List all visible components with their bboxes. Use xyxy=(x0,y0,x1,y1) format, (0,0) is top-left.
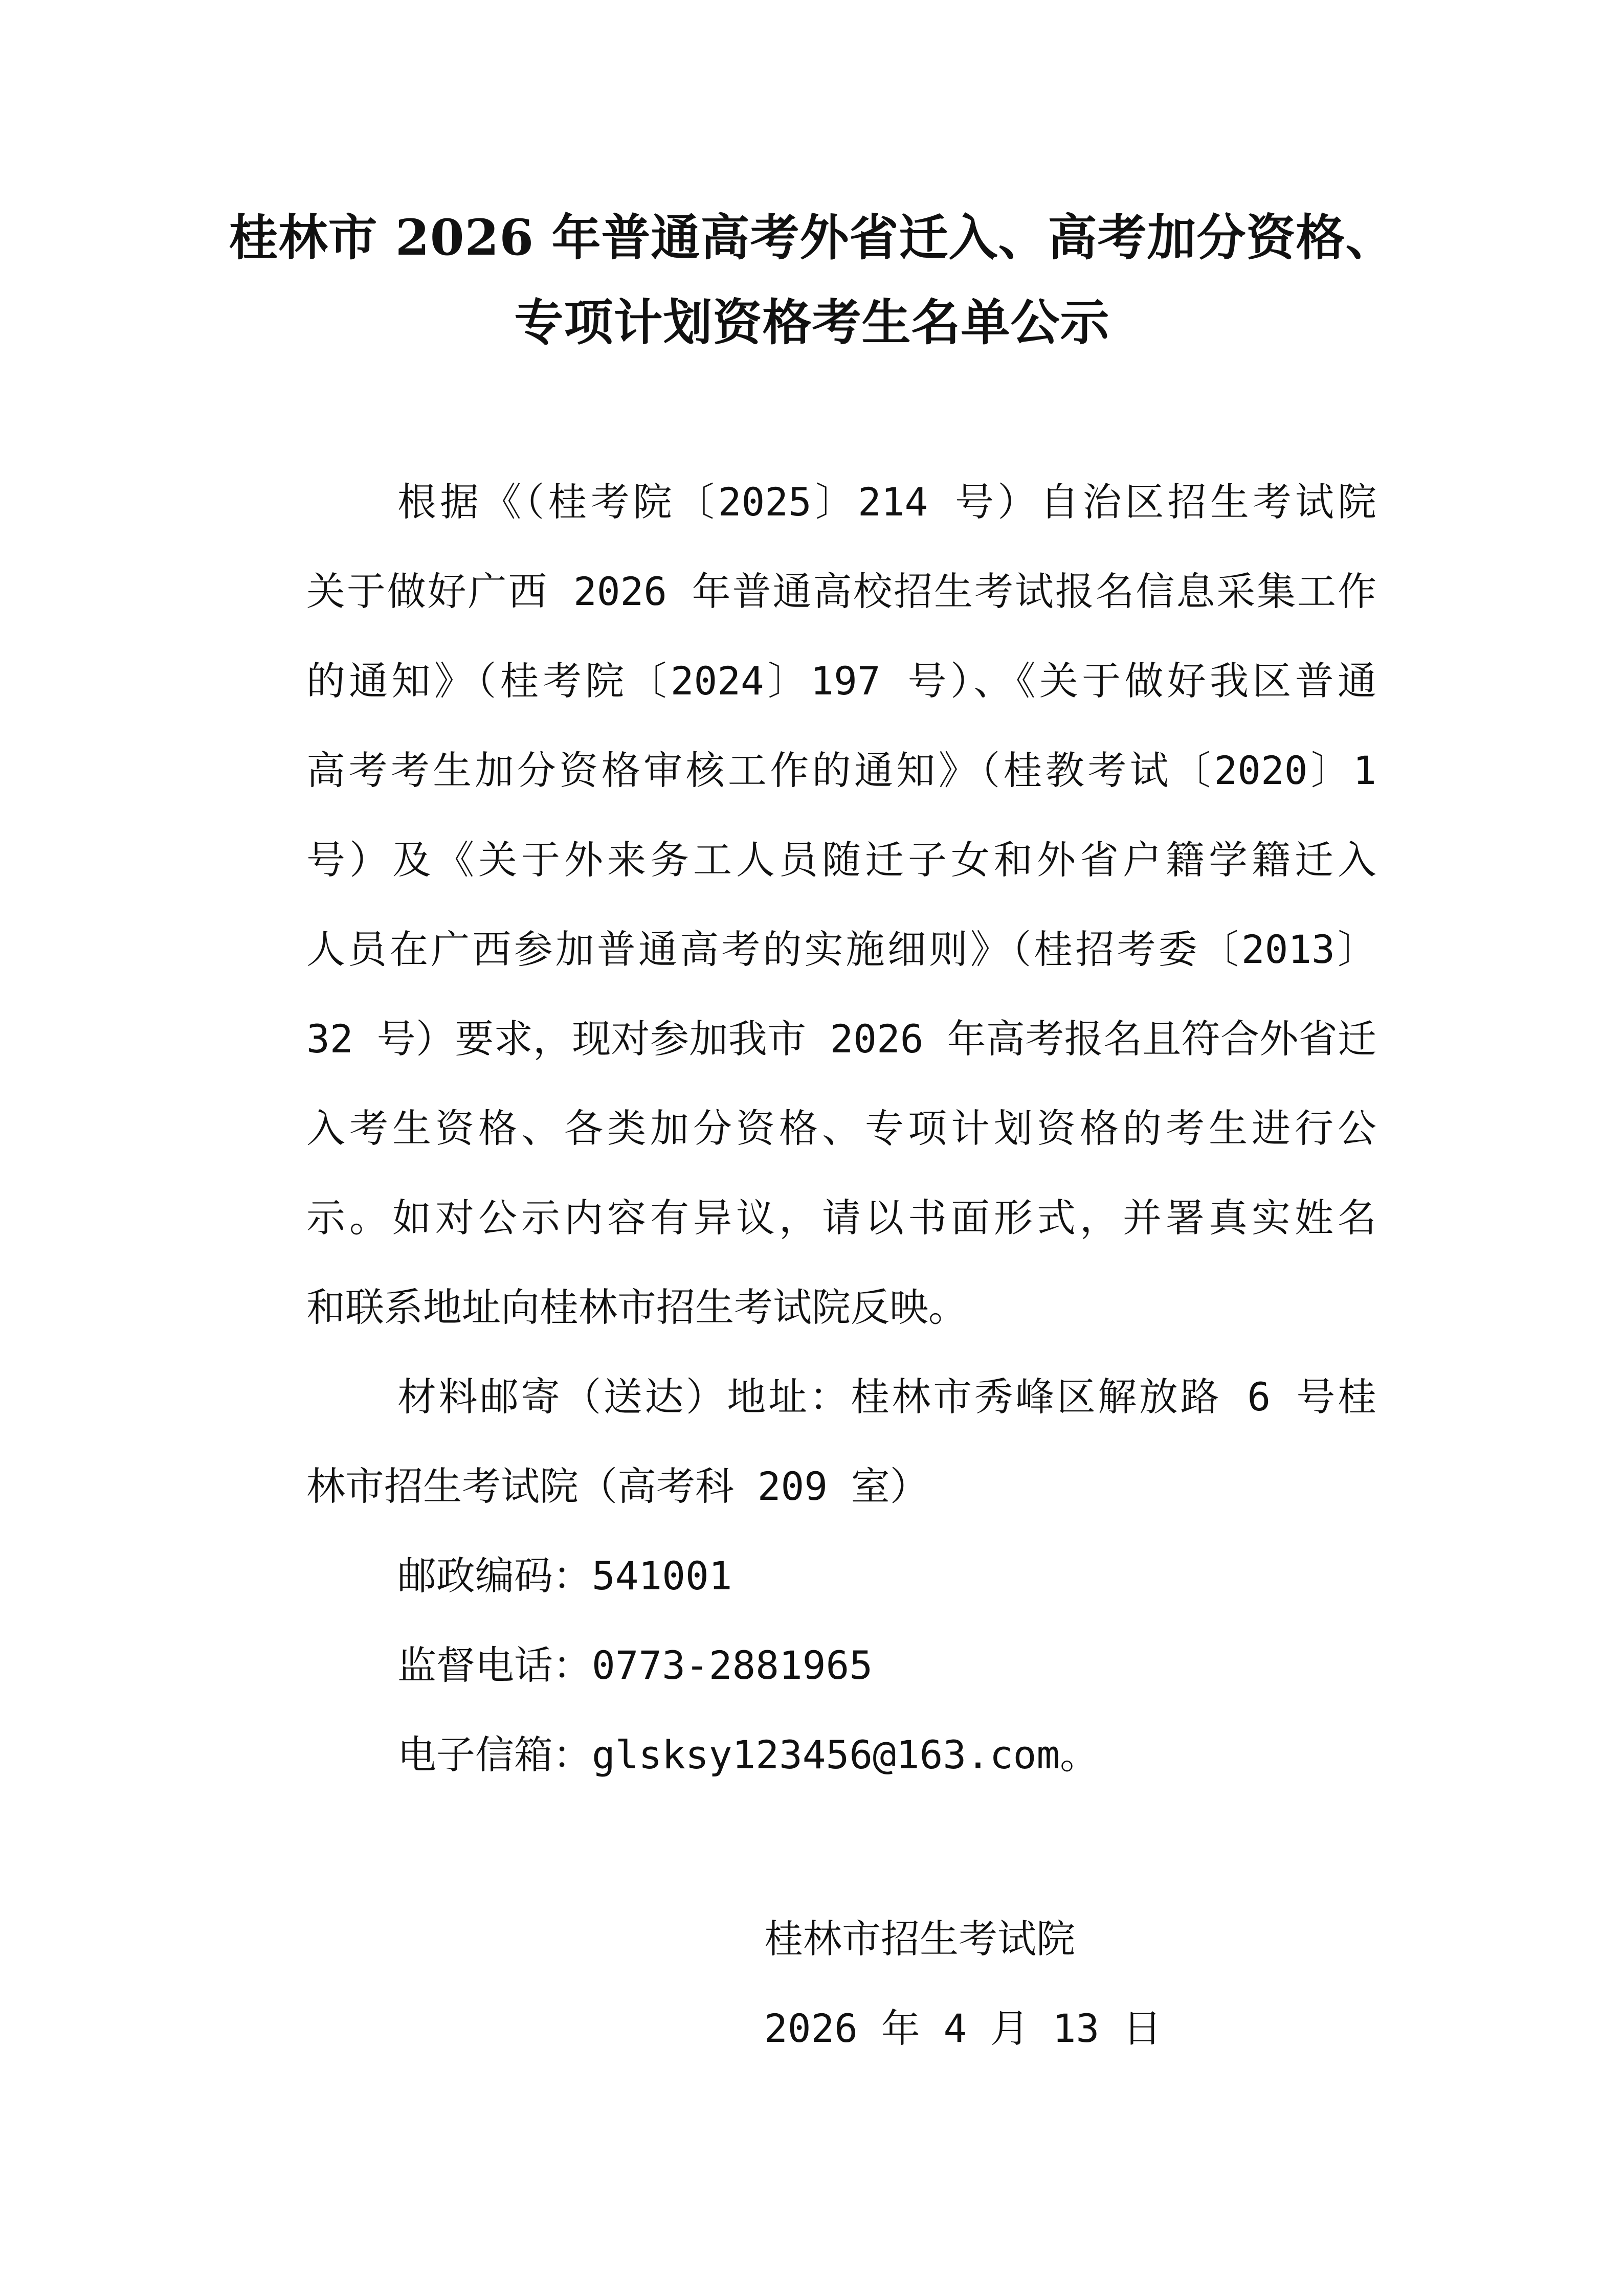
body-line: 和联系地址向桂林市招生考试院反映。 xyxy=(306,1285,967,1330)
document-title-line-1: 桂林市 2026 年普通高考外省迁入、高考加分资格、 xyxy=(229,209,1395,266)
body-line: 人员在广西参加普通高考的实施细则》（桂招考委〔2013〕 xyxy=(306,927,1376,972)
email-line: 电子信箱：glsksy123456@163.com。 xyxy=(397,1732,1099,1777)
signature-organization: 桂林市招生考试院 xyxy=(764,1916,1075,1962)
signature-date: 2026 年 4 月 13 日 xyxy=(764,2006,1162,2051)
body-line: 32 号）要求，现对参加我市 2026 年高考报名且符合外省迁 xyxy=(306,1016,1376,1062)
body-line: 号）及《关于外来务工人员随迁子女和外省户籍学籍迁入 xyxy=(306,837,1376,883)
address-line: 林市招生考试院（高考科 209 室） xyxy=(306,1464,929,1509)
body-line: 高考考生加分资格审核工作的通知》（桂教考试〔2020〕1 xyxy=(306,748,1376,793)
postcode-line: 邮政编码：541001 xyxy=(397,1553,732,1599)
body-line: 示。如对公示内容有异议，请以书面形式，并署真实姓名 xyxy=(306,1195,1376,1241)
phone-line: 监督电话：0773-2881965 xyxy=(397,1642,873,1688)
address-line: 材料邮寄（送达）地址：桂林市秀峰区解放路 6 号桂 xyxy=(397,1374,1376,1420)
body-line: 根据《（桂考院〔2025〕214 号）自治区招生考试院 xyxy=(397,479,1376,525)
document-title-line-2: 专项计划资格考生名单公示 xyxy=(514,294,1110,351)
body-line: 关于做好广西 2026 年普通高校招生考试报名信息采集工作 xyxy=(306,569,1376,614)
body-line: 入考生资格、各类加分资格、专项计划资格的考生进行公 xyxy=(306,1106,1376,1151)
body-line: 的通知》（桂考院〔2024〕197 号）、《关于做好我区普通 xyxy=(306,658,1376,704)
